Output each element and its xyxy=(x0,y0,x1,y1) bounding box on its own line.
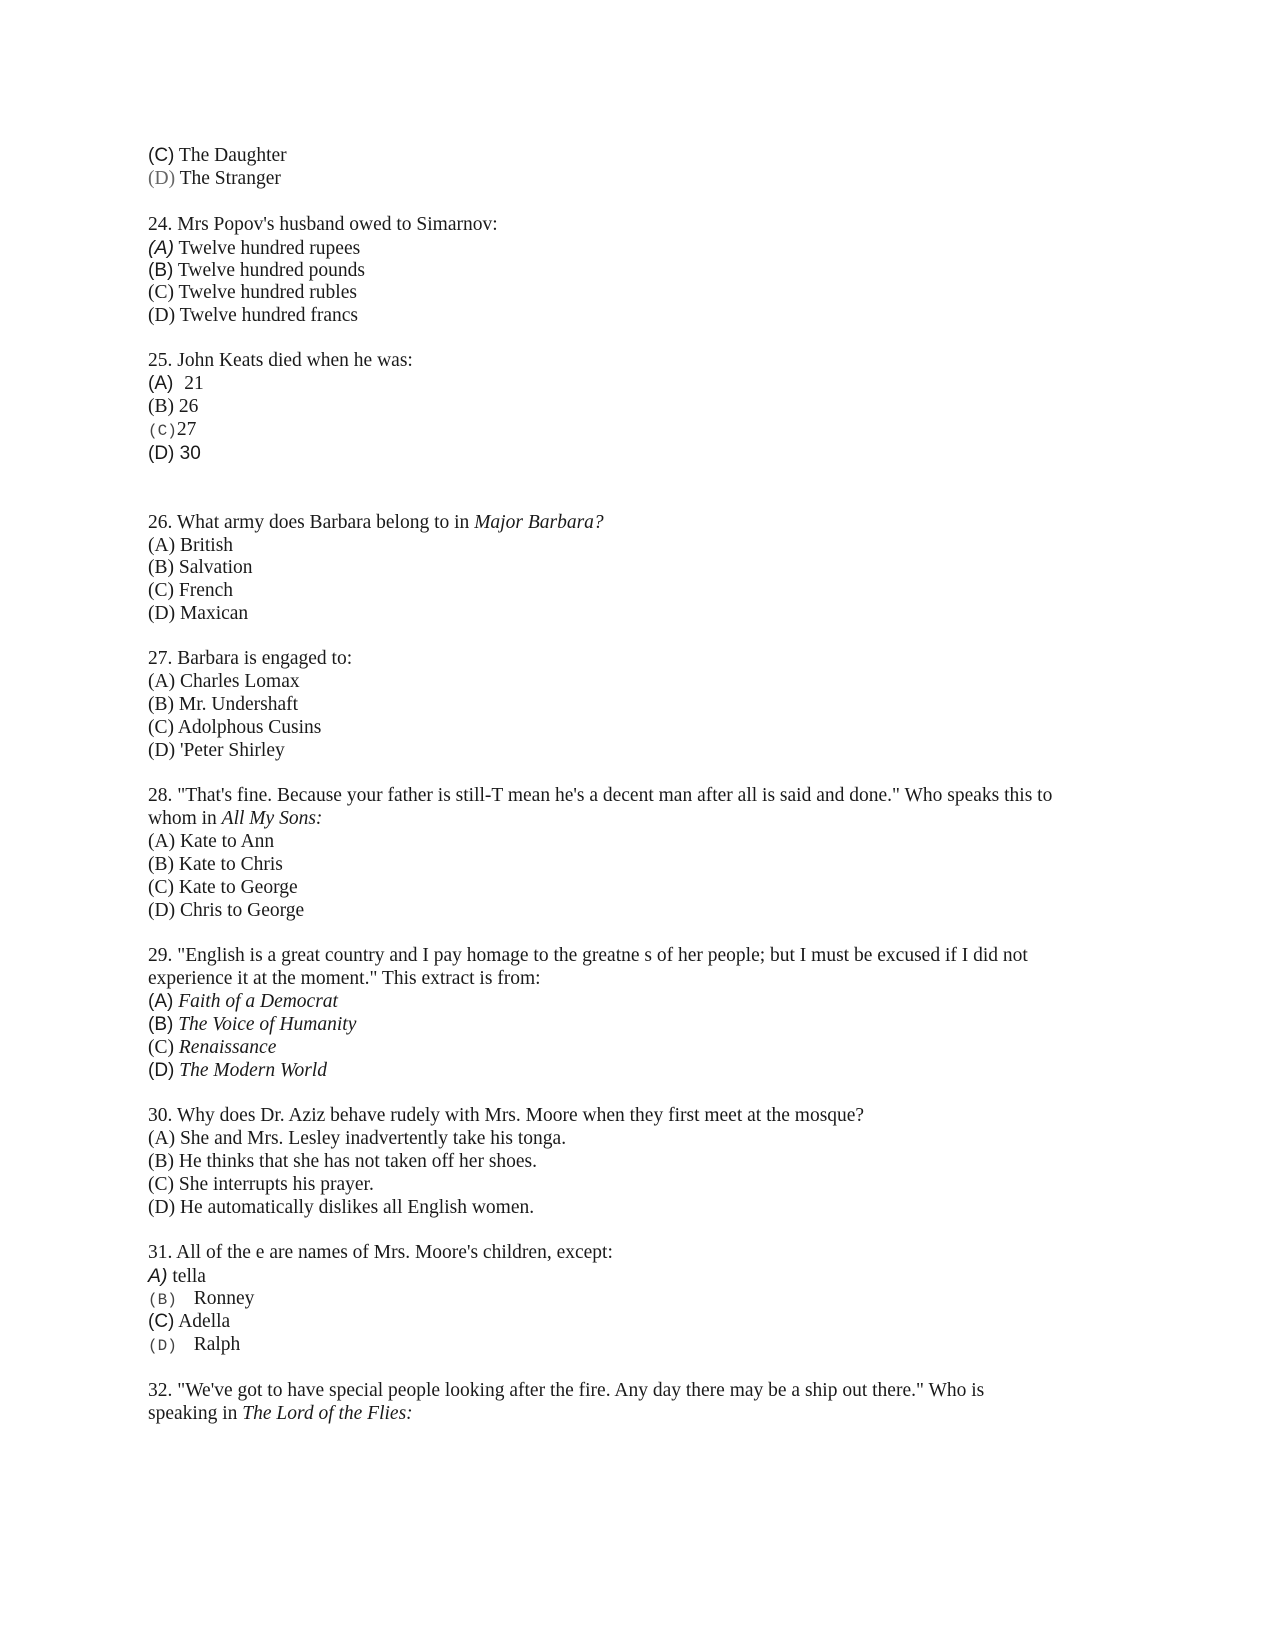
option-label: (D) xyxy=(148,305,176,326)
option-text: The Daughter xyxy=(178,145,287,166)
option-label: (B) xyxy=(148,557,174,578)
option-label: (B) xyxy=(148,854,174,875)
option-label: (D) xyxy=(148,603,176,624)
option-label: (D) xyxy=(148,168,176,189)
option-text: She interrupts his prayer. xyxy=(178,1174,374,1195)
q25-stem: 25. John Keats died when he was: xyxy=(148,350,413,371)
option-label: (B) xyxy=(148,694,174,715)
q30-option-d xyxy=(148,1196,534,1220)
q25-option-d xyxy=(148,442,201,466)
option-label: (A) xyxy=(148,831,176,852)
q26-option-c xyxy=(148,579,233,603)
option-text: Adolphous Cusins xyxy=(177,717,322,738)
q28-stem-line1: 28. "That's fine. Because your father is still-T mean he's a decent man after all is said and done." Who speaks this to xyxy=(148,785,1053,806)
q27-option-a xyxy=(148,670,300,694)
option-text: 27 xyxy=(176,419,197,440)
q31-option-b xyxy=(148,1287,254,1312)
option-label: (B) xyxy=(148,1014,174,1035)
work-title: The Lord of the Flies: xyxy=(242,1403,413,1424)
option-label: (D) xyxy=(148,443,175,464)
q28-option-d xyxy=(148,899,304,923)
option-text: The Stranger xyxy=(179,168,281,189)
q30-option-a xyxy=(148,1127,566,1151)
q31-option-a xyxy=(148,1264,206,1289)
option-label: (C) xyxy=(148,717,174,738)
q25-option-a xyxy=(148,372,204,396)
q26-option-d xyxy=(148,602,248,626)
option-text: Mr. Undershaft xyxy=(178,694,299,715)
option-label: (C) xyxy=(148,145,175,166)
q27-option-d xyxy=(148,739,285,763)
work-title: Major Barbara? xyxy=(474,512,604,533)
q32-stem-line1: 32. "We've got to have special people looking after the fire. Any day there may be a ship out there." Who is xyxy=(148,1380,985,1401)
q31-option-d xyxy=(148,1333,240,1358)
option-label: (C) xyxy=(148,422,177,440)
option-text: Adella xyxy=(178,1311,231,1332)
option-text: Twelve hundred rupees xyxy=(178,238,361,259)
option-label: (C) xyxy=(148,1037,174,1058)
q29-option-c xyxy=(148,1036,276,1060)
option-text: Twelve hundred pounds xyxy=(177,260,365,281)
q24-option-c xyxy=(148,281,357,305)
stem-text: speaking in xyxy=(148,1403,238,1424)
option-label: (C) xyxy=(148,282,174,303)
q31-option-c xyxy=(148,1310,230,1334)
option-label: (C) xyxy=(148,1311,175,1332)
q26-option-b xyxy=(148,556,253,580)
work-title: All My Sons: xyxy=(221,808,323,829)
option-label: (C) xyxy=(148,580,174,601)
option-text: She and Mrs. Lesley inadvertently take his tonga. xyxy=(179,1128,567,1149)
q24-option-b xyxy=(148,259,365,283)
option-text: He automatically dislikes all English women. xyxy=(179,1197,535,1218)
option-label: (D) xyxy=(148,1060,175,1081)
q30-option-b xyxy=(148,1150,537,1174)
option-label: (D) xyxy=(148,1197,176,1218)
q32-stem-line2 xyxy=(148,1402,413,1426)
q25-option-b xyxy=(148,395,198,419)
option-text: Kate to Ann xyxy=(179,831,275,852)
option-text: British xyxy=(179,535,234,556)
option-label: (D) xyxy=(148,900,176,921)
q28-option-b xyxy=(148,853,283,877)
q30-stem: 30. Why does Dr. Aziz behave rudely with Mrs. Moore when they first meet at the mosque? xyxy=(148,1105,865,1126)
q23-option-c xyxy=(148,144,287,168)
q25-option-c xyxy=(148,418,196,443)
option-text: 26 xyxy=(178,396,199,417)
option-text: Maxican xyxy=(179,603,249,624)
option-text: Kate to Chris xyxy=(178,854,283,875)
option-text: Kate to George xyxy=(178,877,298,898)
q29-option-a xyxy=(148,990,338,1014)
option-text: The Modern World xyxy=(179,1060,327,1081)
q30-option-c xyxy=(148,1173,374,1197)
option-text: Ronney xyxy=(193,1288,255,1309)
option-label: (C) xyxy=(148,1174,174,1195)
q29-stem-line1: 29. "English is a great country and I pay homage to the greatne s of her people; but I must be excused if I did not xyxy=(148,945,1028,966)
q29-option-d xyxy=(148,1059,327,1083)
option-label: (B) xyxy=(148,396,174,417)
option-text: Twelve hundred francs xyxy=(179,305,359,326)
q23-option-d xyxy=(148,167,281,191)
option-text: Chris to George xyxy=(179,900,305,921)
option-label: (D) xyxy=(148,1337,177,1355)
stem-text: whom in xyxy=(148,808,217,829)
option-text: Ralph xyxy=(193,1334,241,1355)
option-label: (A) xyxy=(148,535,176,556)
stem-text: 26. What army does Barbara belong to in xyxy=(148,512,470,533)
option-text: He thinks that she has not taken off her shoes. xyxy=(178,1151,538,1172)
q28-option-c xyxy=(148,876,298,900)
option-label: (C) xyxy=(148,877,174,898)
q26-stem xyxy=(148,511,604,535)
option-text: 30 xyxy=(179,443,201,464)
option-text: French xyxy=(178,580,234,601)
option-label: (A) xyxy=(148,1128,176,1149)
q28-option-a xyxy=(148,830,274,854)
option-label: (D) xyxy=(148,740,176,761)
option-text: The Voice of Humanity xyxy=(178,1014,357,1035)
q29-stem-line2: experience it at the moment." This extract is from: xyxy=(148,968,541,989)
q26-option-a xyxy=(148,534,233,558)
option-label: (A) xyxy=(148,373,174,394)
q24-stem: 24. Mrs Popov's husband owed to Simarnov: xyxy=(148,214,498,235)
option-label: (A) xyxy=(148,991,174,1012)
option-label: (A) xyxy=(148,671,176,692)
q27-option-b xyxy=(148,693,298,717)
option-label: (B) xyxy=(148,1291,177,1309)
option-text: Renaissance xyxy=(178,1037,277,1058)
option-text: tella xyxy=(172,1266,206,1287)
option-label: (A) xyxy=(148,237,174,259)
option-label: (B) xyxy=(148,1151,174,1172)
q29-option-b xyxy=(148,1013,356,1037)
q28-stem-line2 xyxy=(148,807,322,831)
q31-stem: 31. All of the e are names of Mrs. Moore's children, except: xyxy=(148,1242,613,1263)
option-text: Charles Lomax xyxy=(179,671,300,692)
option-label: (B) xyxy=(148,260,174,281)
q24-option-a xyxy=(148,236,360,261)
q27-stem: 27. Barbara is engaged to: xyxy=(148,648,353,669)
q27-option-c xyxy=(148,716,321,740)
option-text: 21 xyxy=(184,373,204,394)
option-text: Twelve hundred rubles xyxy=(178,282,357,303)
q24-option-d xyxy=(148,304,358,328)
option-text: Salvation xyxy=(178,557,253,578)
option-label: A) xyxy=(148,1265,168,1287)
option-text: Faith of a Democrat xyxy=(178,991,338,1012)
option-text: 'Peter Shirley xyxy=(179,740,285,761)
